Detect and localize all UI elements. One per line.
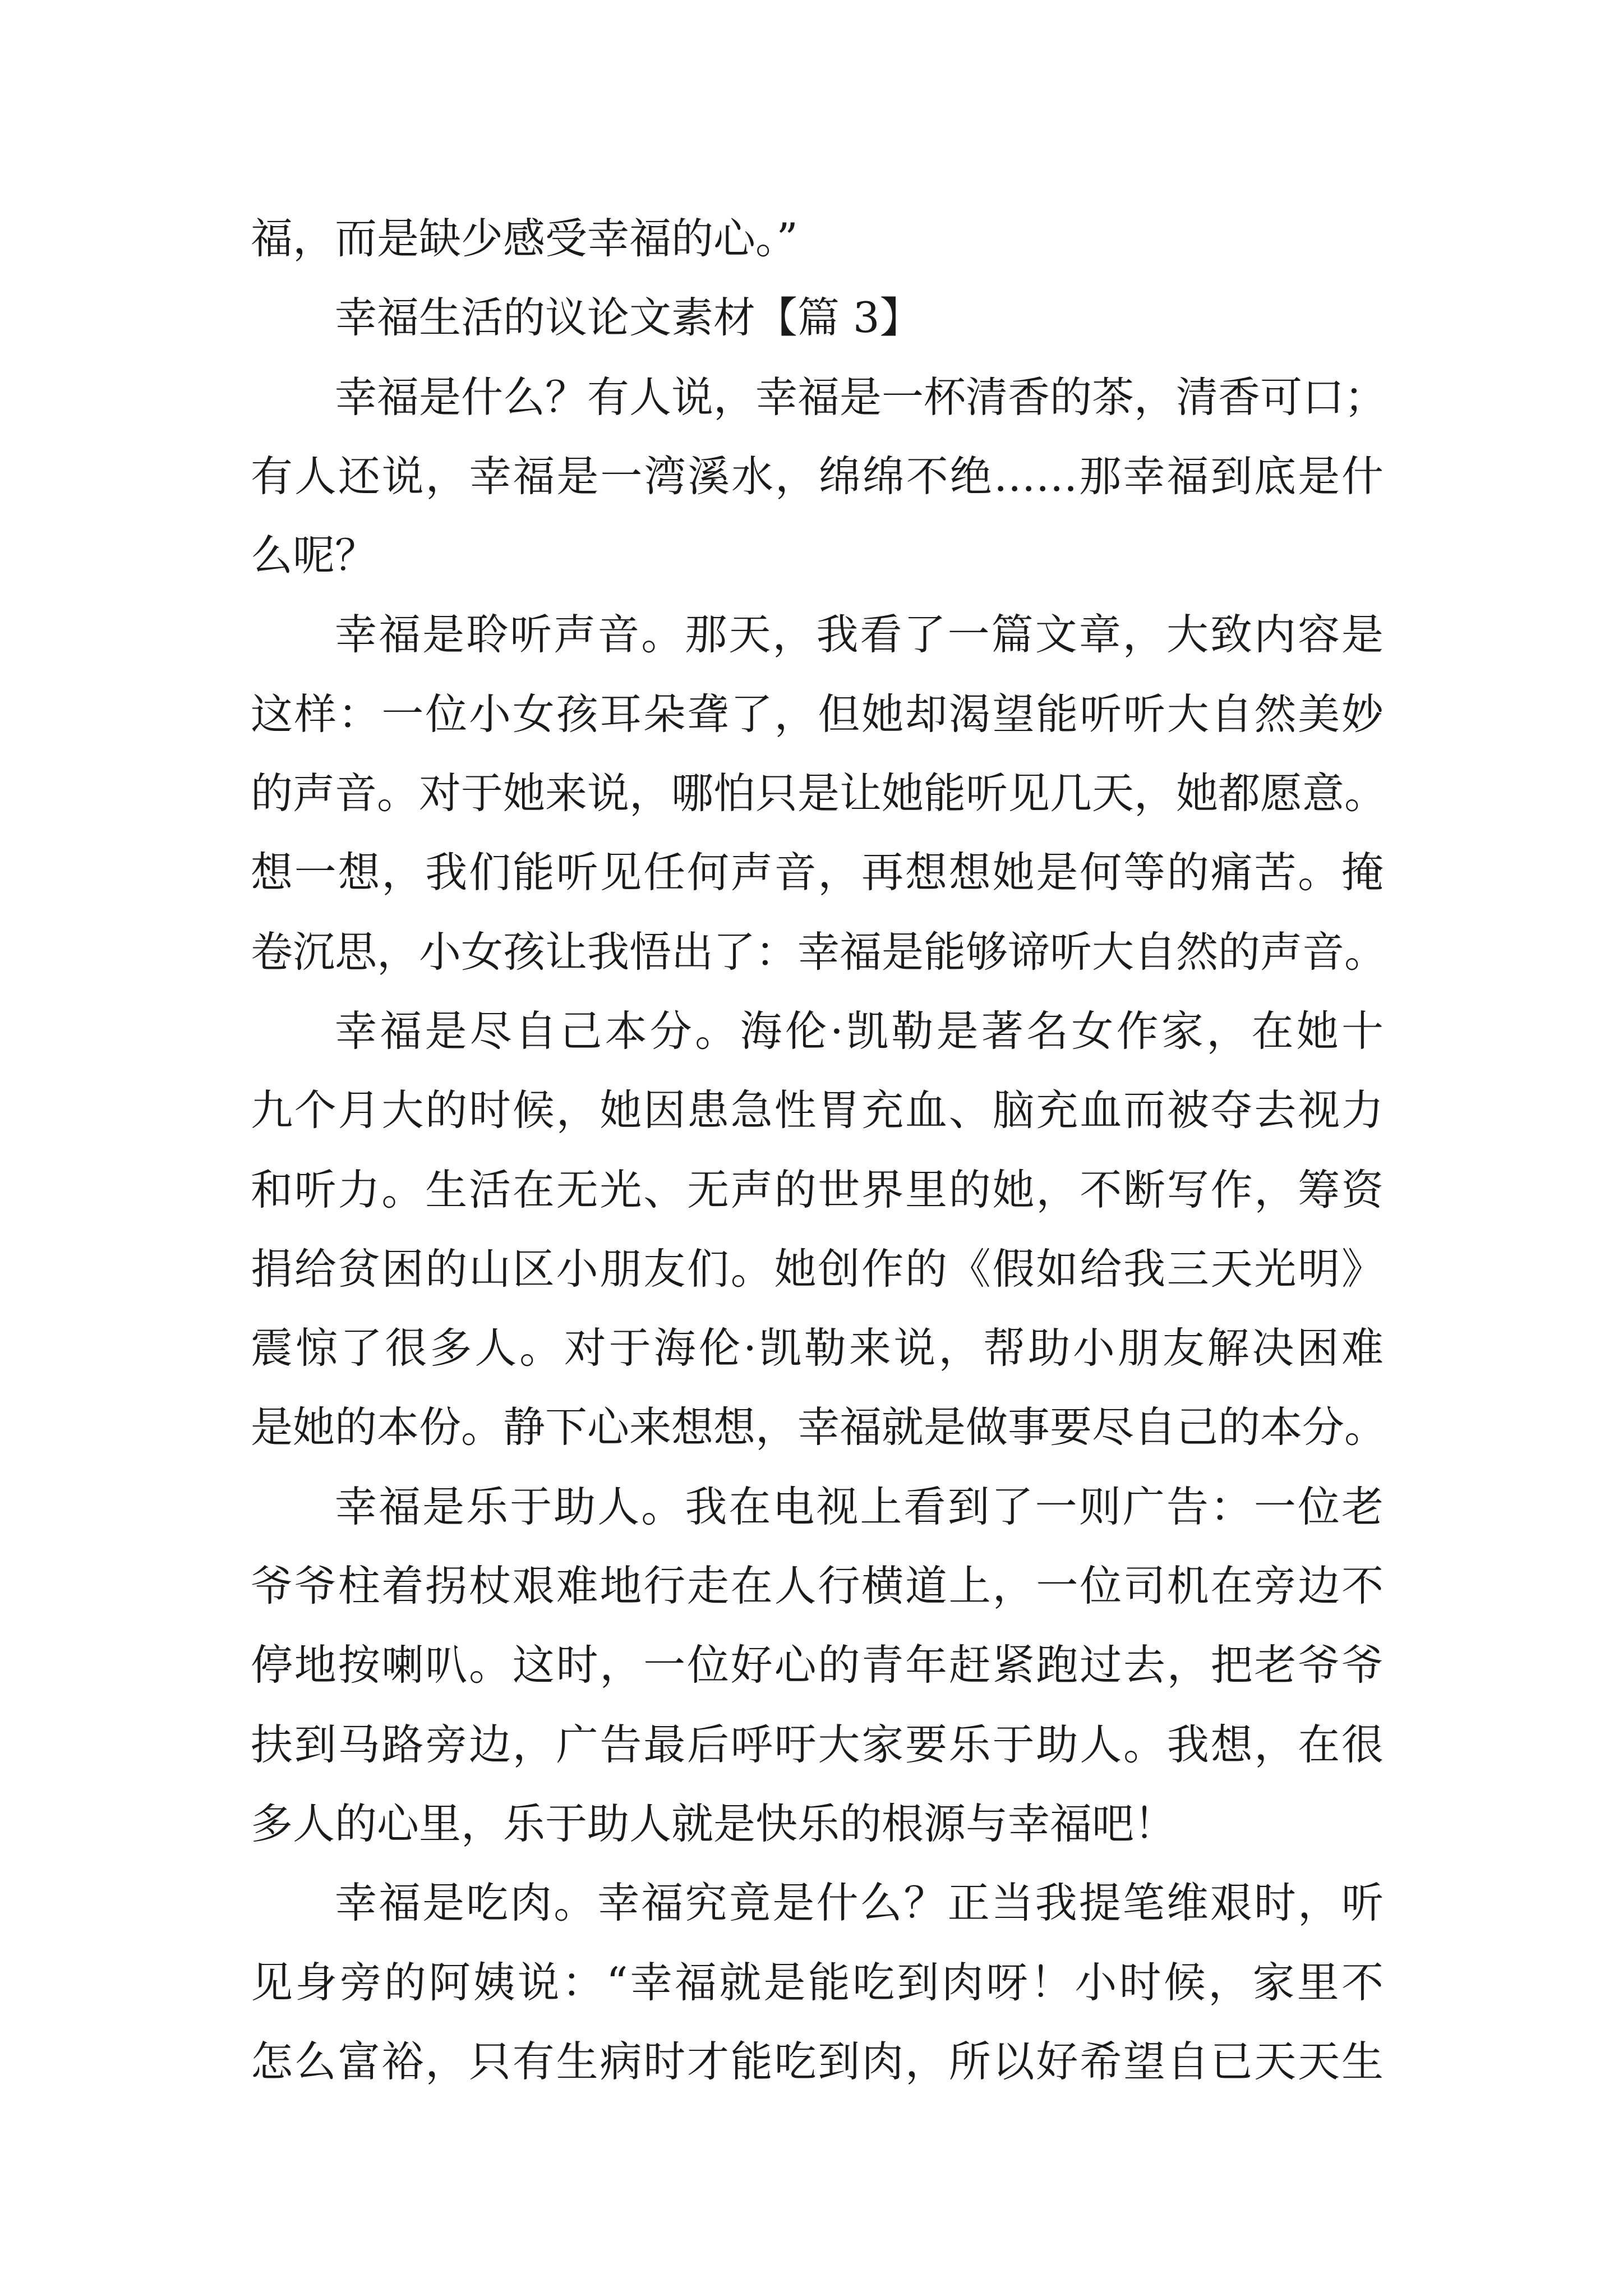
text-line: 捐给贫困的山区小朋友们。她创作的《假如给我三天光明》 — [251, 1244, 1384, 1294]
text-line: 怎么富裕，只有生病时才能吃到肉，所以好希望自已天天生 — [251, 2036, 1384, 2086]
text-line: 幸福是什么？有人说，幸福是一杯清香的茶，清香可口； — [335, 372, 1387, 422]
text-line: 多人的心里，乐于助人就是快乐的根源与幸福吧！ — [251, 1798, 1177, 1848]
text-line: 幸福是吃肉。幸福究竟是什么？正当我提笔维艰时，听 — [335, 1878, 1384, 1928]
text-line: 扶到马路旁边，广告最后呼吁大家要乐于助人。我想，在很 — [251, 1719, 1384, 1769]
text-line: 的声音。对于她来说，哪怕只是让她能听见几天，她都愿意。 — [251, 769, 1387, 818]
text-line: 九个月大的时候，她因患急性胃充血、脑充血而被夺去视力 — [251, 1085, 1384, 1135]
text-line: 震惊了很多人。对于海伦·凯勒来说，帮助小朋友解决困难 — [251, 1323, 1384, 1373]
text-line: 么呢？ — [251, 531, 377, 581]
text-line: 有人还说，幸福是一湾溪水，绵绵不绝……那幸福到底是什 — [251, 451, 1384, 501]
text-line: 爷爷柱着拐杖艰难地行走在人行横道上，一位司机在旁边不 — [251, 1561, 1384, 1611]
text-line: 幸福生活的议论文素材【篇 3】 — [335, 293, 922, 343]
body-text — [251, 199, 1387, 2101]
text-line: 想一想，我们能听见任何声音，再想想她是何等的痛苦。掩 — [251, 848, 1384, 898]
text-line: 幸福是聆听声音。那天，我看了一篇文章，大致内容是 — [335, 610, 1384, 660]
text-line: 见身旁的阿姨说：“幸福就是能吃到肉呀！小时候，家里不 — [251, 1957, 1384, 2007]
text-line: 这样：一位小女孩耳朵聋了，但她却渴望能听听大自然美妙 — [251, 689, 1384, 739]
text-line: 和听力。生活在无光、无声的世界里的她，不断写作，筹资 — [251, 1165, 1384, 1214]
text-line: 福，而是缺少感受幸福的心。” — [251, 214, 798, 263]
text-line: 卷沉思，小女孩让我悟出了：幸福是能够谛听大自然的声音。 — [251, 927, 1387, 977]
text-line: 是她的本份。静下心来想想，幸福就是做事要尽自己的本分。 — [251, 1402, 1387, 1452]
text-line: 停地按喇叭。这时，一位好心的青年赶紧跑过去，把老爷爷 — [251, 1640, 1384, 1690]
text-line: 幸福是尽自己本分。海伦·凯勒是著名女作家，在她十 — [335, 1006, 1384, 1056]
text-line: 幸福是乐于助人。我在电视上看到了一则广告：一位老 — [335, 1481, 1384, 1531]
